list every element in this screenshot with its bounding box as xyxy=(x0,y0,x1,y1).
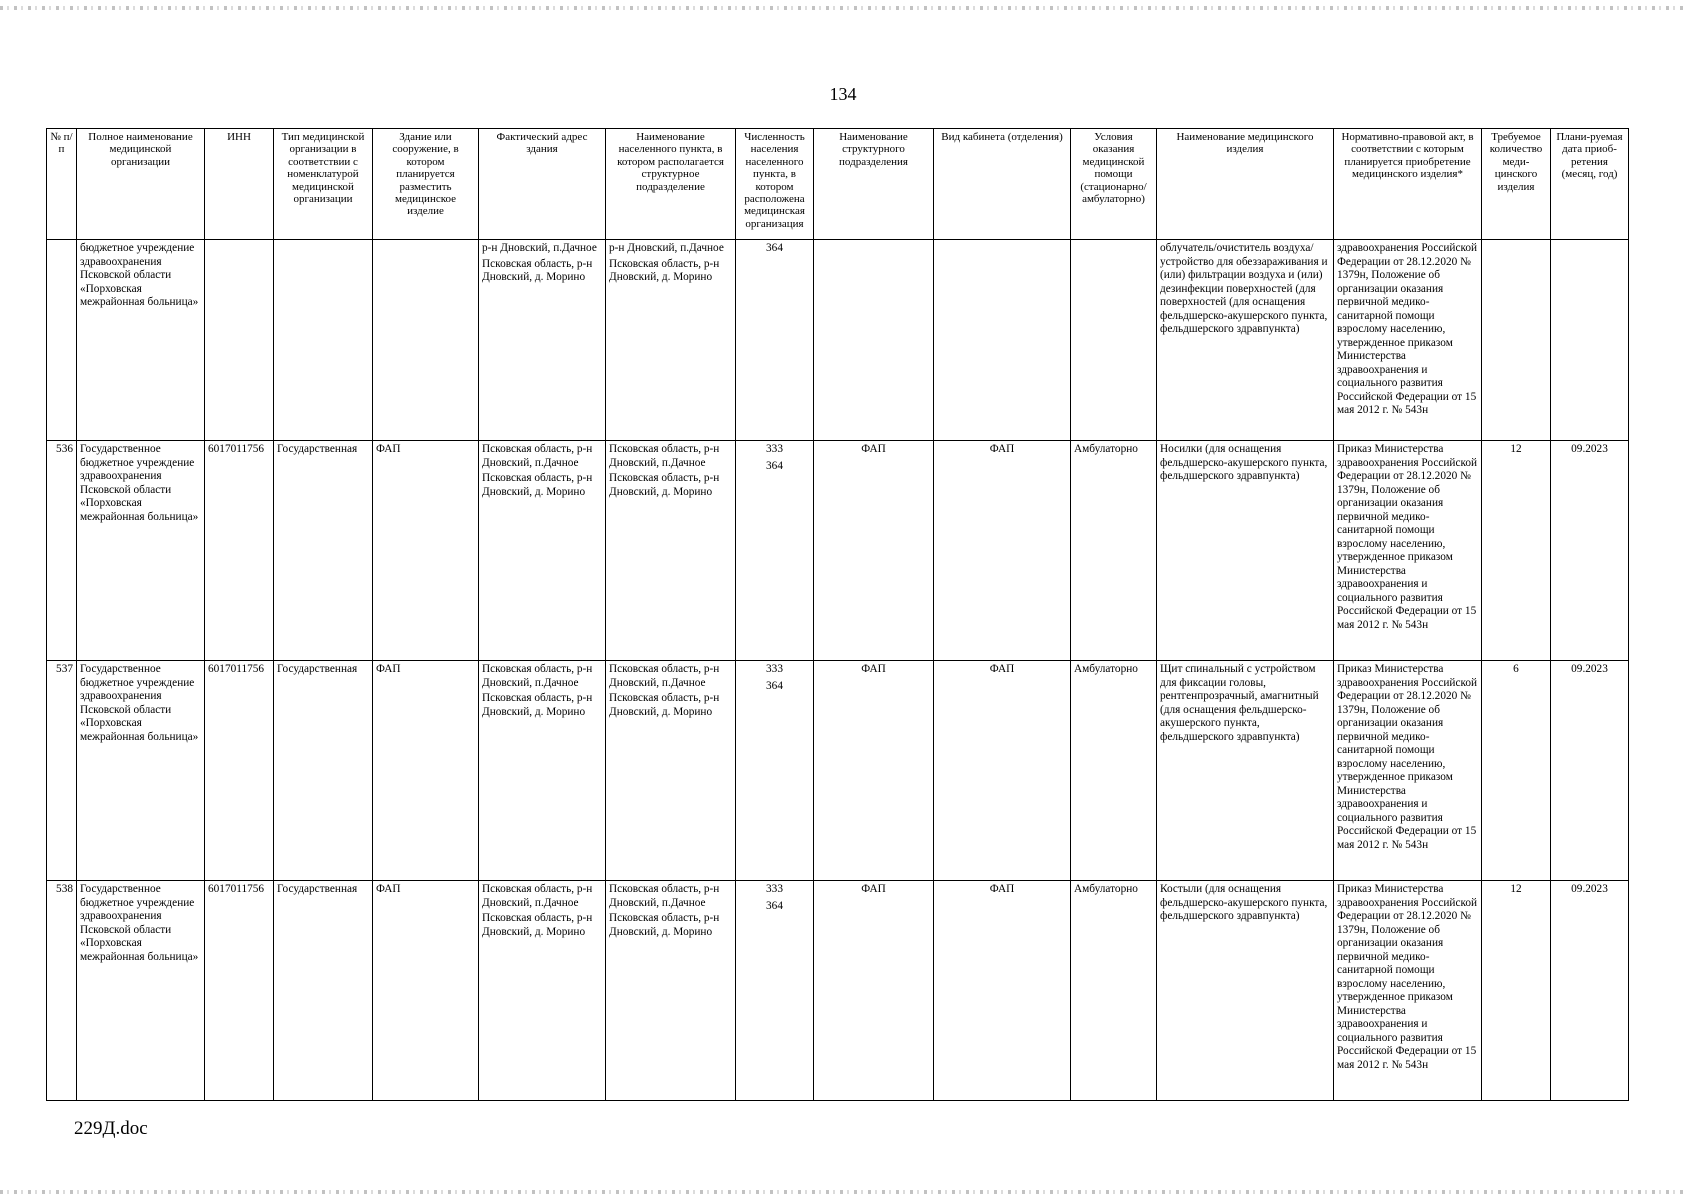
cell-population xyxy=(736,881,814,1101)
cell-num: 536 xyxy=(47,441,77,661)
cell-inn xyxy=(205,240,274,441)
cell-address xyxy=(479,881,606,1101)
locality-line: Псковская область, р-н Дновский, д. Морино xyxy=(609,692,720,718)
cell-device: облучатель/очиститель воздуха/устройство для обеззараживания и (или) фильтрации воздуха и (или) дезинфекции поверхностей (для поверхностей (для оснащения фельдшерско-акушерского пункта, фельдшерского здравпункта) xyxy=(1157,240,1334,441)
population-value: 333 xyxy=(766,663,783,675)
cell-num xyxy=(47,240,77,441)
cell-quantity: 6 xyxy=(1482,661,1551,881)
table-row-continuation xyxy=(47,240,1629,441)
cell-date xyxy=(1551,240,1629,441)
cell-address xyxy=(479,441,606,661)
locality-line: Псковская область, р-н Дновский, п.Дачное xyxy=(609,663,720,689)
cell-type xyxy=(274,240,373,441)
cell-num: 538 xyxy=(47,881,77,1101)
address-line: Псковская область, р-н Дновский, п.Дачное xyxy=(482,663,593,689)
cell-device: Носилки (для оснащения фельдшерско-акушерского пункта, фельдшерского здравпункта) xyxy=(1157,441,1334,661)
header-subdivision: Наименование структурного подразделения xyxy=(814,129,934,240)
table-header-row xyxy=(47,129,1629,240)
cell-act: Приказ Министерства здравоохранения Российской Федерации от 28.12.2020 № 1379н, Положение об организации оказания первичной медико-санитарной помощи взрослому населению, утвержденное приказом Министерства здравоохранения и социального развития Российской Федерации от 15 мая 2012 г. № 543н xyxy=(1334,441,1482,661)
cell-org: бюджетное учреждение здравоохранения Псковской области «Порховская межрайонная больница» xyxy=(77,240,205,441)
header-org-type: Тип медицинской организации в соответствии с номенклатурой медицинской организации xyxy=(274,129,373,240)
header-act: Нормативно-правовой акт, в соответствии с которым планируется приобретение медицинского изделия* xyxy=(1334,129,1482,240)
cell-population xyxy=(736,661,814,881)
cell-conditions: Амбулаторно xyxy=(1071,441,1157,661)
cell-subdivision xyxy=(814,240,934,441)
header-population: Численность населения населенного пункта, в котором расположена медицинская организация xyxy=(736,129,814,240)
population-value: 364 xyxy=(766,899,783,912)
cell-org: Государственное бюджетное учреждение здравоохранения Псковской области «Порховская межрайонная больница» xyxy=(77,441,205,661)
cell-date: 09.2023 xyxy=(1551,441,1629,661)
header-org-name: Полное наименование медицинской организации xyxy=(77,129,205,240)
cell-type: Государственная xyxy=(274,661,373,881)
locality-line: Псковская область, р-н Дновский, д. Морино xyxy=(609,257,720,283)
address-line: Псковская область, р-н Дновский, п.Дачное xyxy=(482,443,593,469)
address-line: Псковская область, р-н Дновский, д. Морино xyxy=(482,692,593,718)
population-value: 333 xyxy=(766,443,783,455)
document-filename: 229Д.doc xyxy=(74,1118,148,1139)
cell-conditions xyxy=(1071,240,1157,441)
address-line: Псковская область, р-н Дновский, д. Морино xyxy=(482,912,593,938)
cell-subdivision: ФАП xyxy=(814,881,934,1101)
population-value: 364 xyxy=(766,459,783,472)
cell-address xyxy=(479,661,606,881)
cell-inn: 6017011756 xyxy=(205,881,274,1101)
cell-building: ФАП xyxy=(373,881,479,1101)
population-value: 333 xyxy=(766,883,783,895)
locality-line: Псковская область, р-н Дновский, д. Морино xyxy=(609,472,720,498)
cell-subdivision: ФАП xyxy=(814,441,934,661)
cell-device: Щит спинальный с устройством для фиксации головы, рентгенпрозрачный, амагнитный (для оснащения фельдшерско-акушерского пункта, фельдшерского здравпункта) xyxy=(1157,661,1334,881)
header-cabinet: Вид кабинета (отделения) xyxy=(934,129,1071,240)
locality-line: р-н Дновский, п.Дачное xyxy=(609,242,724,254)
table-row xyxy=(47,661,1629,881)
cell-inn: 6017011756 xyxy=(205,661,274,881)
locality-line: Псковская область, р-н Дновский, п.Дачное xyxy=(609,883,720,909)
cell-quantity: 12 xyxy=(1482,881,1551,1101)
cell-org: Государственное бюджетное учреждение здравоохранения Псковской области «Порховская межрайонная больница» xyxy=(77,661,205,881)
cell-cabinet: ФАП xyxy=(934,661,1071,881)
header-device: Наименование медицинского изделия xyxy=(1157,129,1334,240)
cell-inn: 6017011756 xyxy=(205,441,274,661)
cell-quantity xyxy=(1482,240,1551,441)
header-num: № п/п xyxy=(47,129,77,240)
page-number: 134 xyxy=(829,84,857,104)
address-line: Псковская область, р-н Дновский, п.Дачное xyxy=(482,883,593,909)
table-row xyxy=(47,441,1629,661)
cell-locality xyxy=(606,661,736,881)
header-conditions: Условия оказания медицинской помощи (стационарно/ амбулаторно) xyxy=(1071,129,1157,240)
header-locality: Наименование населенного пункта, в котором располагается структурное подразделение xyxy=(606,129,736,240)
cell-address xyxy=(479,240,606,441)
cell-cabinet: ФАП xyxy=(934,881,1071,1101)
header-inn: ИНН xyxy=(205,129,274,240)
header-building: Здание или сооружение, в котором планируется разместить медицинское изделие xyxy=(373,129,479,240)
locality-line: Псковская область, р-н Дновский, д. Морино xyxy=(609,912,720,938)
cell-device: Костыли (для оснащения фельдшерско-акушерского пункта, фельдшерского здравпункта) xyxy=(1157,881,1334,1101)
address-line: Псковская область, р-н Дновский, д. Морино xyxy=(482,257,593,283)
cell-locality xyxy=(606,881,736,1101)
cell-cabinet xyxy=(934,240,1071,441)
cell-building: ФАП xyxy=(373,661,479,881)
cell-type: Государственная xyxy=(274,441,373,661)
cell-cabinet: ФАП xyxy=(934,441,1071,661)
header-quantity: Требуемое количество меди-цинского изделия xyxy=(1482,129,1551,240)
cell-act: Приказ Министерства здравоохранения Российской Федерации от 28.12.2020 № 1379н, Положение об организации оказания первичной медико-санитарной помощи взрослому населению, утвержденное приказом Министерства здравоохранения и социального развития Российской Федерации от 15 мая 2012 г. № 543н xyxy=(1334,881,1482,1101)
cell-act: здравоохранения Российской Федерации от 28.12.2020 № 1379н, Положение об организации оказания первичной медико-санитарной помощи взрослому населению, утвержденное приказом Министерства здравоохранения и социального развития Российской Федерации от 15 мая 2012 г. № 543н xyxy=(1334,240,1482,441)
population-value: 364 xyxy=(766,242,783,254)
scan-edge-bottom xyxy=(0,1190,1686,1194)
cell-num: 537 xyxy=(47,661,77,881)
cell-building xyxy=(373,240,479,441)
cell-quantity: 12 xyxy=(1482,441,1551,661)
cell-act: Приказ Министерства здравоохранения Российской Федерации от 28.12.2020 № 1379н, Положение об организации оказания первичной медико-санитарной помощи взрослому населению, утвержденное приказом Министерства здравоохранения и социального развития Российской Федерации от 15 мая 2012 г. № 543н xyxy=(1334,661,1482,881)
cell-type: Государственная xyxy=(274,881,373,1101)
cell-population xyxy=(736,441,814,661)
population-value: 364 xyxy=(766,679,783,692)
cell-population xyxy=(736,240,814,441)
cell-date: 09.2023 xyxy=(1551,881,1629,1101)
header-address: Фактический адрес здания xyxy=(479,129,606,240)
cell-subdivision: ФАП xyxy=(814,661,934,881)
header-date: Плани-руемая дата приоб-ретения (месяц, год) xyxy=(1551,129,1629,240)
cell-org: Государственное бюджетное учреждение здравоохранения Псковской области «Порховская межрайонная больница» xyxy=(77,881,205,1101)
cell-date: 09.2023 xyxy=(1551,661,1629,881)
cell-building: ФАП xyxy=(373,441,479,661)
cell-conditions: Амбулаторно xyxy=(1071,661,1157,881)
cell-conditions: Амбулаторно xyxy=(1071,881,1157,1101)
cell-locality xyxy=(606,441,736,661)
address-line: р-н Дновский, п.Дачное xyxy=(482,242,597,254)
scan-edge-top xyxy=(0,6,1686,10)
locality-line: Псковская область, р-н Дновский, п.Дачное xyxy=(609,443,720,469)
cell-locality xyxy=(606,240,736,441)
address-line: Псковская область, р-н Дновский, д. Морино xyxy=(482,472,593,498)
medical-devices-table xyxy=(46,128,1629,1101)
table-row xyxy=(47,881,1629,1101)
